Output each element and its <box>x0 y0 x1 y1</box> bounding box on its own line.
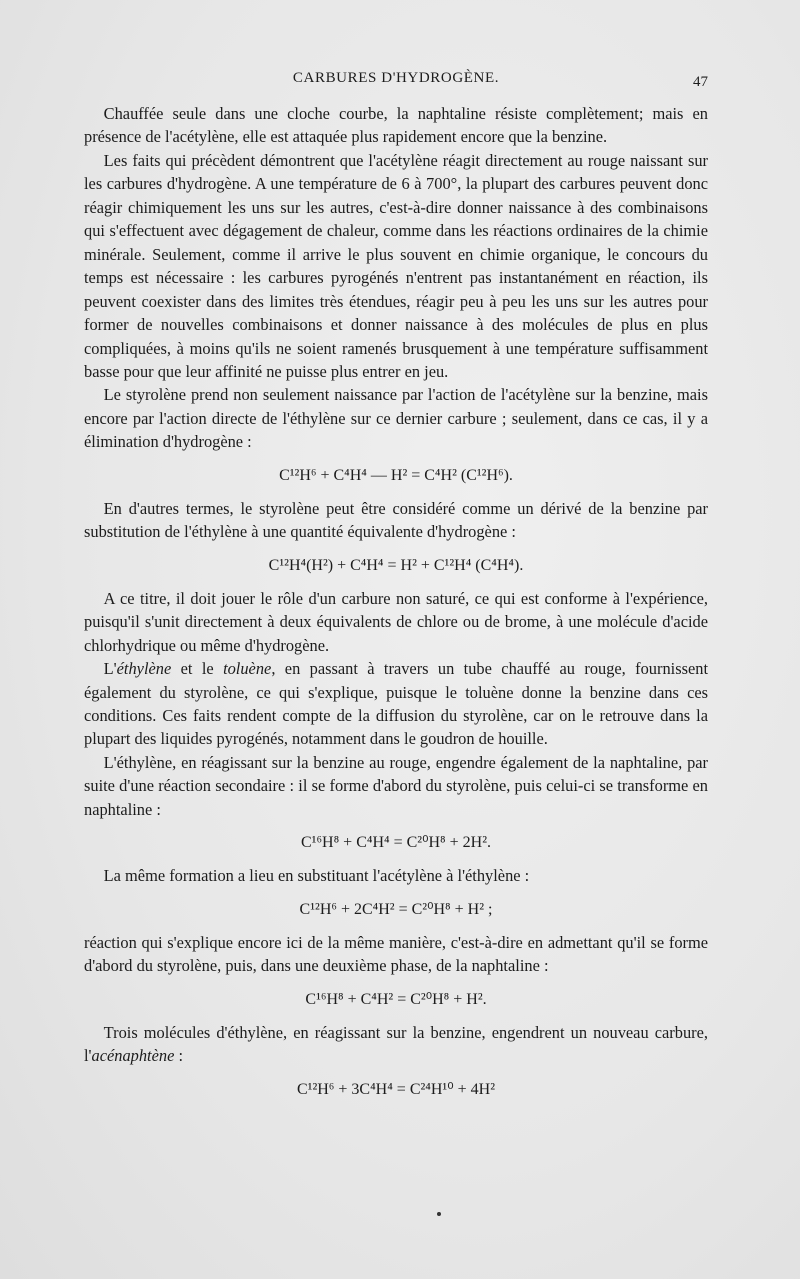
paragraph-6 <box>84 657 708 751</box>
paragraph-9: réaction qui s'explique encore ici de la même manière, c'est-à-dire en admettant qu'il se forme d'abord du styrolène, puis, dans une deuxième phase, de la naphtaline : <box>84 932 708 976</box>
term-ethylene: éthylène <box>116 659 172 679</box>
formula-4: C¹²H⁶ + 2C⁴H² = C²⁰H⁸ + H² ; <box>299 900 493 918</box>
paragraph-10-text: Trois molécules d'éthylène, en réagissant sur la benzine, engendrent un nouveau carbure, l' <box>84 1022 708 1066</box>
running-head: CARBURES D'HYDROGÈNE. <box>292 70 500 86</box>
formula-2: C¹²H⁴(H²) + C⁴H⁴ = H² + C¹²H⁴ (C⁴H⁴). <box>268 556 524 574</box>
paragraph-3: Le styrolène prend non seulement naissance par l'action de l'acétylène sur la benzine, mais encore par l'action directe de l'éthylène sur ce dernier carbure ; seulement, dans ce cas, il y a élimination d'hydrogène : <box>84 385 708 452</box>
term-acenaphtene: acénaphtène <box>91 1046 175 1066</box>
paragraph-1: Chauffée seule dans une cloche courbe, la naphtaline résiste complètement; mais en présence de l'acétylène, elle est attaquée plus rapidement encore que la benzine. <box>84 104 708 147</box>
page-header <box>84 44 708 90</box>
formula-1: C¹²H⁶ + C⁴H⁴ — H² = C⁴H² (C¹²H⁶). <box>279 466 513 484</box>
paragraph-5: A ce titre, il doit jouer le rôle d'un carbure non saturé, ce qui est conforme à l'expérience, puisqu'il s'unit directement à deux équivalents de chlore ou de brome, à une molécule d'acide chlorhydrique ou même d'hydrogène. <box>84 588 708 655</box>
body-text <box>84 102 708 1101</box>
paragraph-6-prefix: L' <box>103 659 117 679</box>
formula-6: C¹²H⁶ + 3C⁴H⁴ = C²⁴H¹⁰ + 4H² <box>296 1080 495 1098</box>
formula-3: C¹⁶H⁸ + C⁴H⁴ = C²⁰H⁸ + 2H². <box>301 834 491 852</box>
page-number: 47 <box>693 74 708 90</box>
paragraph-10-tail: : <box>174 1046 183 1066</box>
paragraph-6-tail: , en passant à travers un tube chauffé au rouge, fournissent également du styrolène, ce qui s'explique, puisque le toluène donne la benzine dans ces conditions. Ces faits rendent compte de la diffusion du styrolène, car on le retrouve dans la plupart des liquides pyrogénés, notamment dans le goudron de houille. <box>84 659 708 749</box>
paragraph-10 <box>84 1021 708 1068</box>
term-toluene: toluène <box>223 659 272 679</box>
paragraph-8: La même formation a lieu en substituant l'acétylène à l'éthylène : <box>103 866 530 886</box>
ink-speck <box>437 1212 441 1216</box>
formula-5: C¹⁶H⁸ + C⁴H² = C²⁰H⁸ + H². <box>305 990 487 1008</box>
paragraph-4: En d'autres termes, le styrolène peut être considéré comme un dérivé de la benzine par substitution de l'éthylène à une quantité équivalente d'hydrogène : <box>84 498 708 542</box>
paragraph-7: L'éthylène, en réagissant sur la benzine au rouge, engendre également de la naphtaline, par suite d'une réaction secondaire : il se forme d'abord du styrolène, puis celui-ci se transforme en naphtaline : <box>84 752 708 819</box>
paragraph-6-middle: et le <box>171 659 224 679</box>
paragraph-2: Les faits qui précèdent démontrent que l'acétylène réagit directement au rouge naissant sur les carbures d'hydrogène. A une température de 6 à 700°, la plupart des carbures peuvent donc réagir chimiquement les uns sur les autres, c'est-à-dire donner naissance à des combinaisons qui s'effectuent avec dégagement de chaleur, comme dans les réactions ordinaires de la chimie minérale. Seulement, comme il arrive le plus souvent en chimie organique, le concours du temps est nécessaire : les carbures pyrogénés n'entrent pas instantanément en réaction, ils peuvent coexister dans des limites très étendues, réagir peu à peu les uns sur les autres pour former de nouvelles combinaisons et donner naissance à des molécules de plus en plus compliquées, à moins qu'ils ne soient ramenés brusquement à une température suffisamment basse pour que leur affinité ne puisse plus entrer en jeu. <box>84 150 708 381</box>
